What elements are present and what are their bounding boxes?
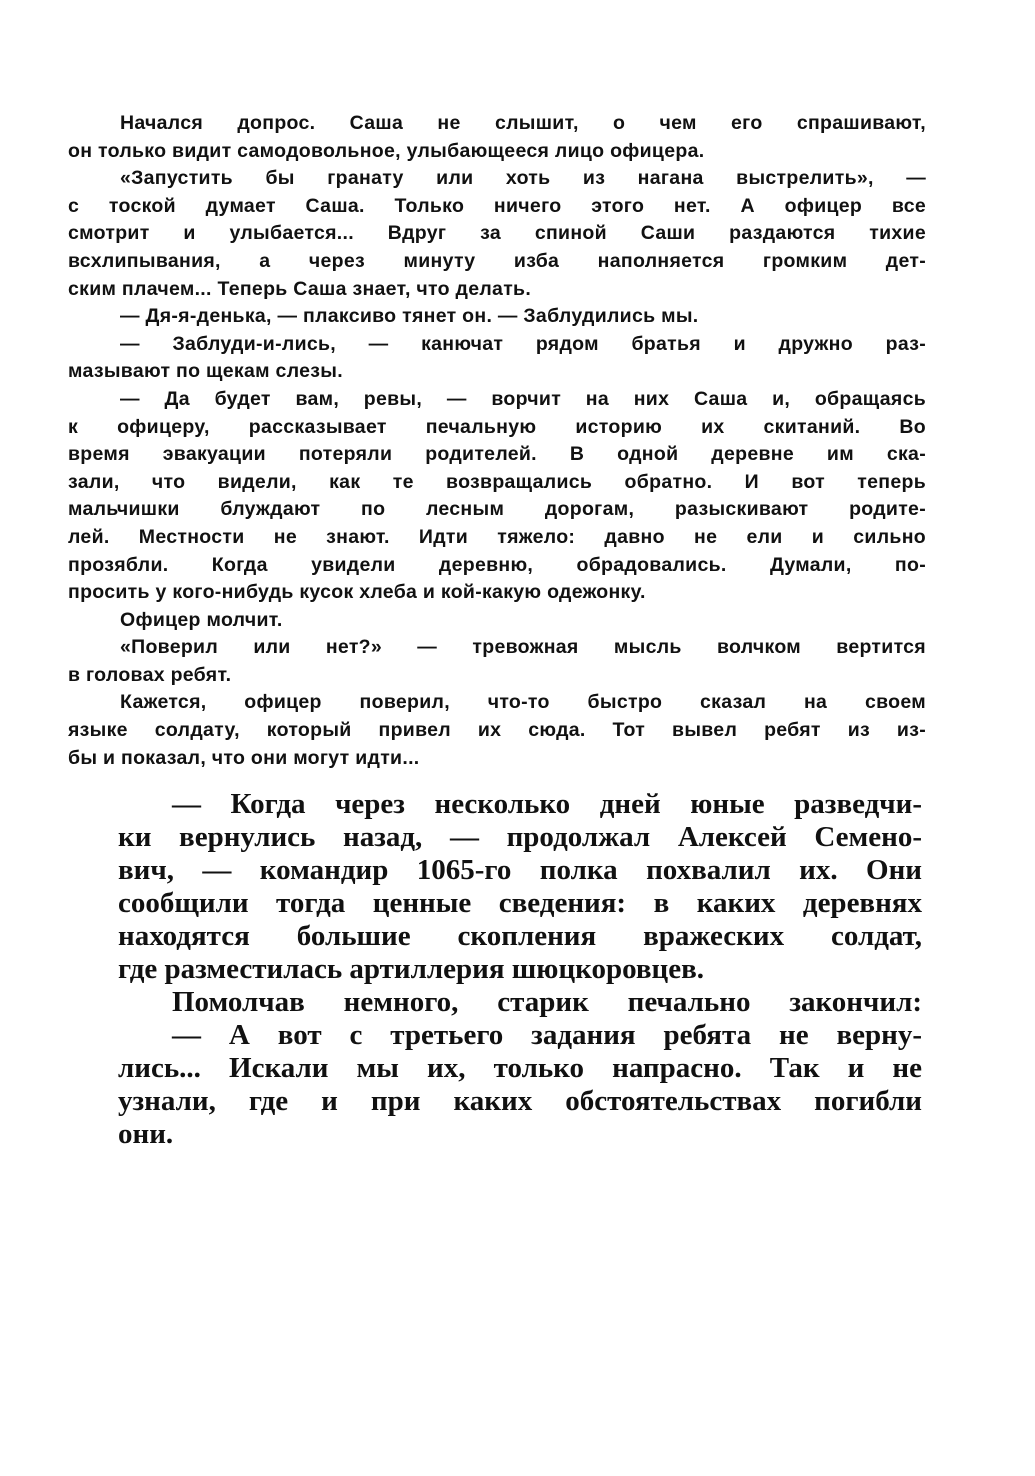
text-line: в головах ребят. <box>68 663 232 686</box>
narration-main-text <box>118 788 922 1151</box>
text-line: с тоской думает Саша. Только ничего этого нет. А офицер все <box>68 194 926 217</box>
text-line: мазывают по щекам слезы. <box>68 360 343 383</box>
text-line: они. <box>118 1118 174 1150</box>
text-line: зали, что видели, как те возвращались обратно. И вот теперь <box>68 470 926 493</box>
text-line: ским плачем... Теперь Саша знает, что делать. <box>68 277 532 300</box>
text-line: вич, — командир 1065-го полка похвалил их. Они <box>118 854 922 886</box>
text-line: находятся большие скопления вражеских солдат, <box>118 920 922 952</box>
text-line: Начался допрос. Саша не слышит, о чем его спрашивают, <box>120 112 926 134</box>
text-line: «Поверил или нет?» — тревожная мысль волчком вертится <box>120 636 926 659</box>
text-line: Помолчав немного, старик печально закончил: <box>172 986 922 1018</box>
text-line: сообщили тогда ценные сведения: в каких деревнях <box>118 887 922 919</box>
text-line: — Да будет вам, ревы, — ворчит на них Саша и, обращаясь <box>120 387 926 410</box>
text-line: Кажется, офицер поверил, что-то быстро сказал на своем <box>120 691 926 714</box>
text-line: время эвакуации потеряли родителей. В одной деревне им ска- <box>68 443 926 466</box>
text-line: всхлипывания, а через минуту изба наполняется громким дет- <box>68 249 926 272</box>
text-line: — Заблуди-и-лись, — канючат рядом братья и дружно раз- <box>120 332 926 355</box>
text-line: — Дя-я-денька, — плаксиво тянет он. — Заблудились мы. <box>120 305 699 328</box>
text-line: смотрит и улыбается... Вдруг за спиной Саши раздаются тихие <box>68 222 926 245</box>
text-line: Офицер молчит. <box>120 608 283 631</box>
text-line: к офицеру, рассказывает печальную историю их скитаний. Во <box>68 415 926 438</box>
text-line: мальчишки блуждают по лесным дорогам, разыскивают родите- <box>68 498 926 521</box>
story-excerpt-small-print <box>68 110 926 772</box>
text-line: просить у кого-нибудь кусок хлеба и кой-какую одежонку. <box>68 581 646 604</box>
text-line: он только видит самодовольное, улыбающееся лицо офицера. <box>68 139 705 162</box>
text-line: узнали, где и при каких обстоятельствах погибли <box>118 1085 922 1117</box>
text-line: бы и показал, что они могут идти... <box>68 746 420 769</box>
text-line: ки вернулись назад, — продолжал Алексей Семено- <box>118 821 922 853</box>
text-line: прозябли. Когда увидели деревню, обрадовались. Думали, по- <box>68 553 926 576</box>
text-line: лись... Искали мы их, только напрасно. Так и не <box>118 1052 922 1084</box>
text-line: — А вот с третьего задания ребята не верну- <box>172 1019 922 1051</box>
text-line: «Запустить бы гранату или хоть из нагана выстрелить», — <box>120 167 926 190</box>
text-line: — Когда через несколько дней юные разведчи- <box>172 788 922 820</box>
text-line: где разместилась артиллерия шюцкоровцев. <box>118 953 705 985</box>
text-line: языке солдату, который привел их сюда. Тот вывел ребят из из- <box>68 719 926 742</box>
text-line: лей. Местности не знают. Идти тяжело: давно не ели и сильно <box>68 525 926 548</box>
